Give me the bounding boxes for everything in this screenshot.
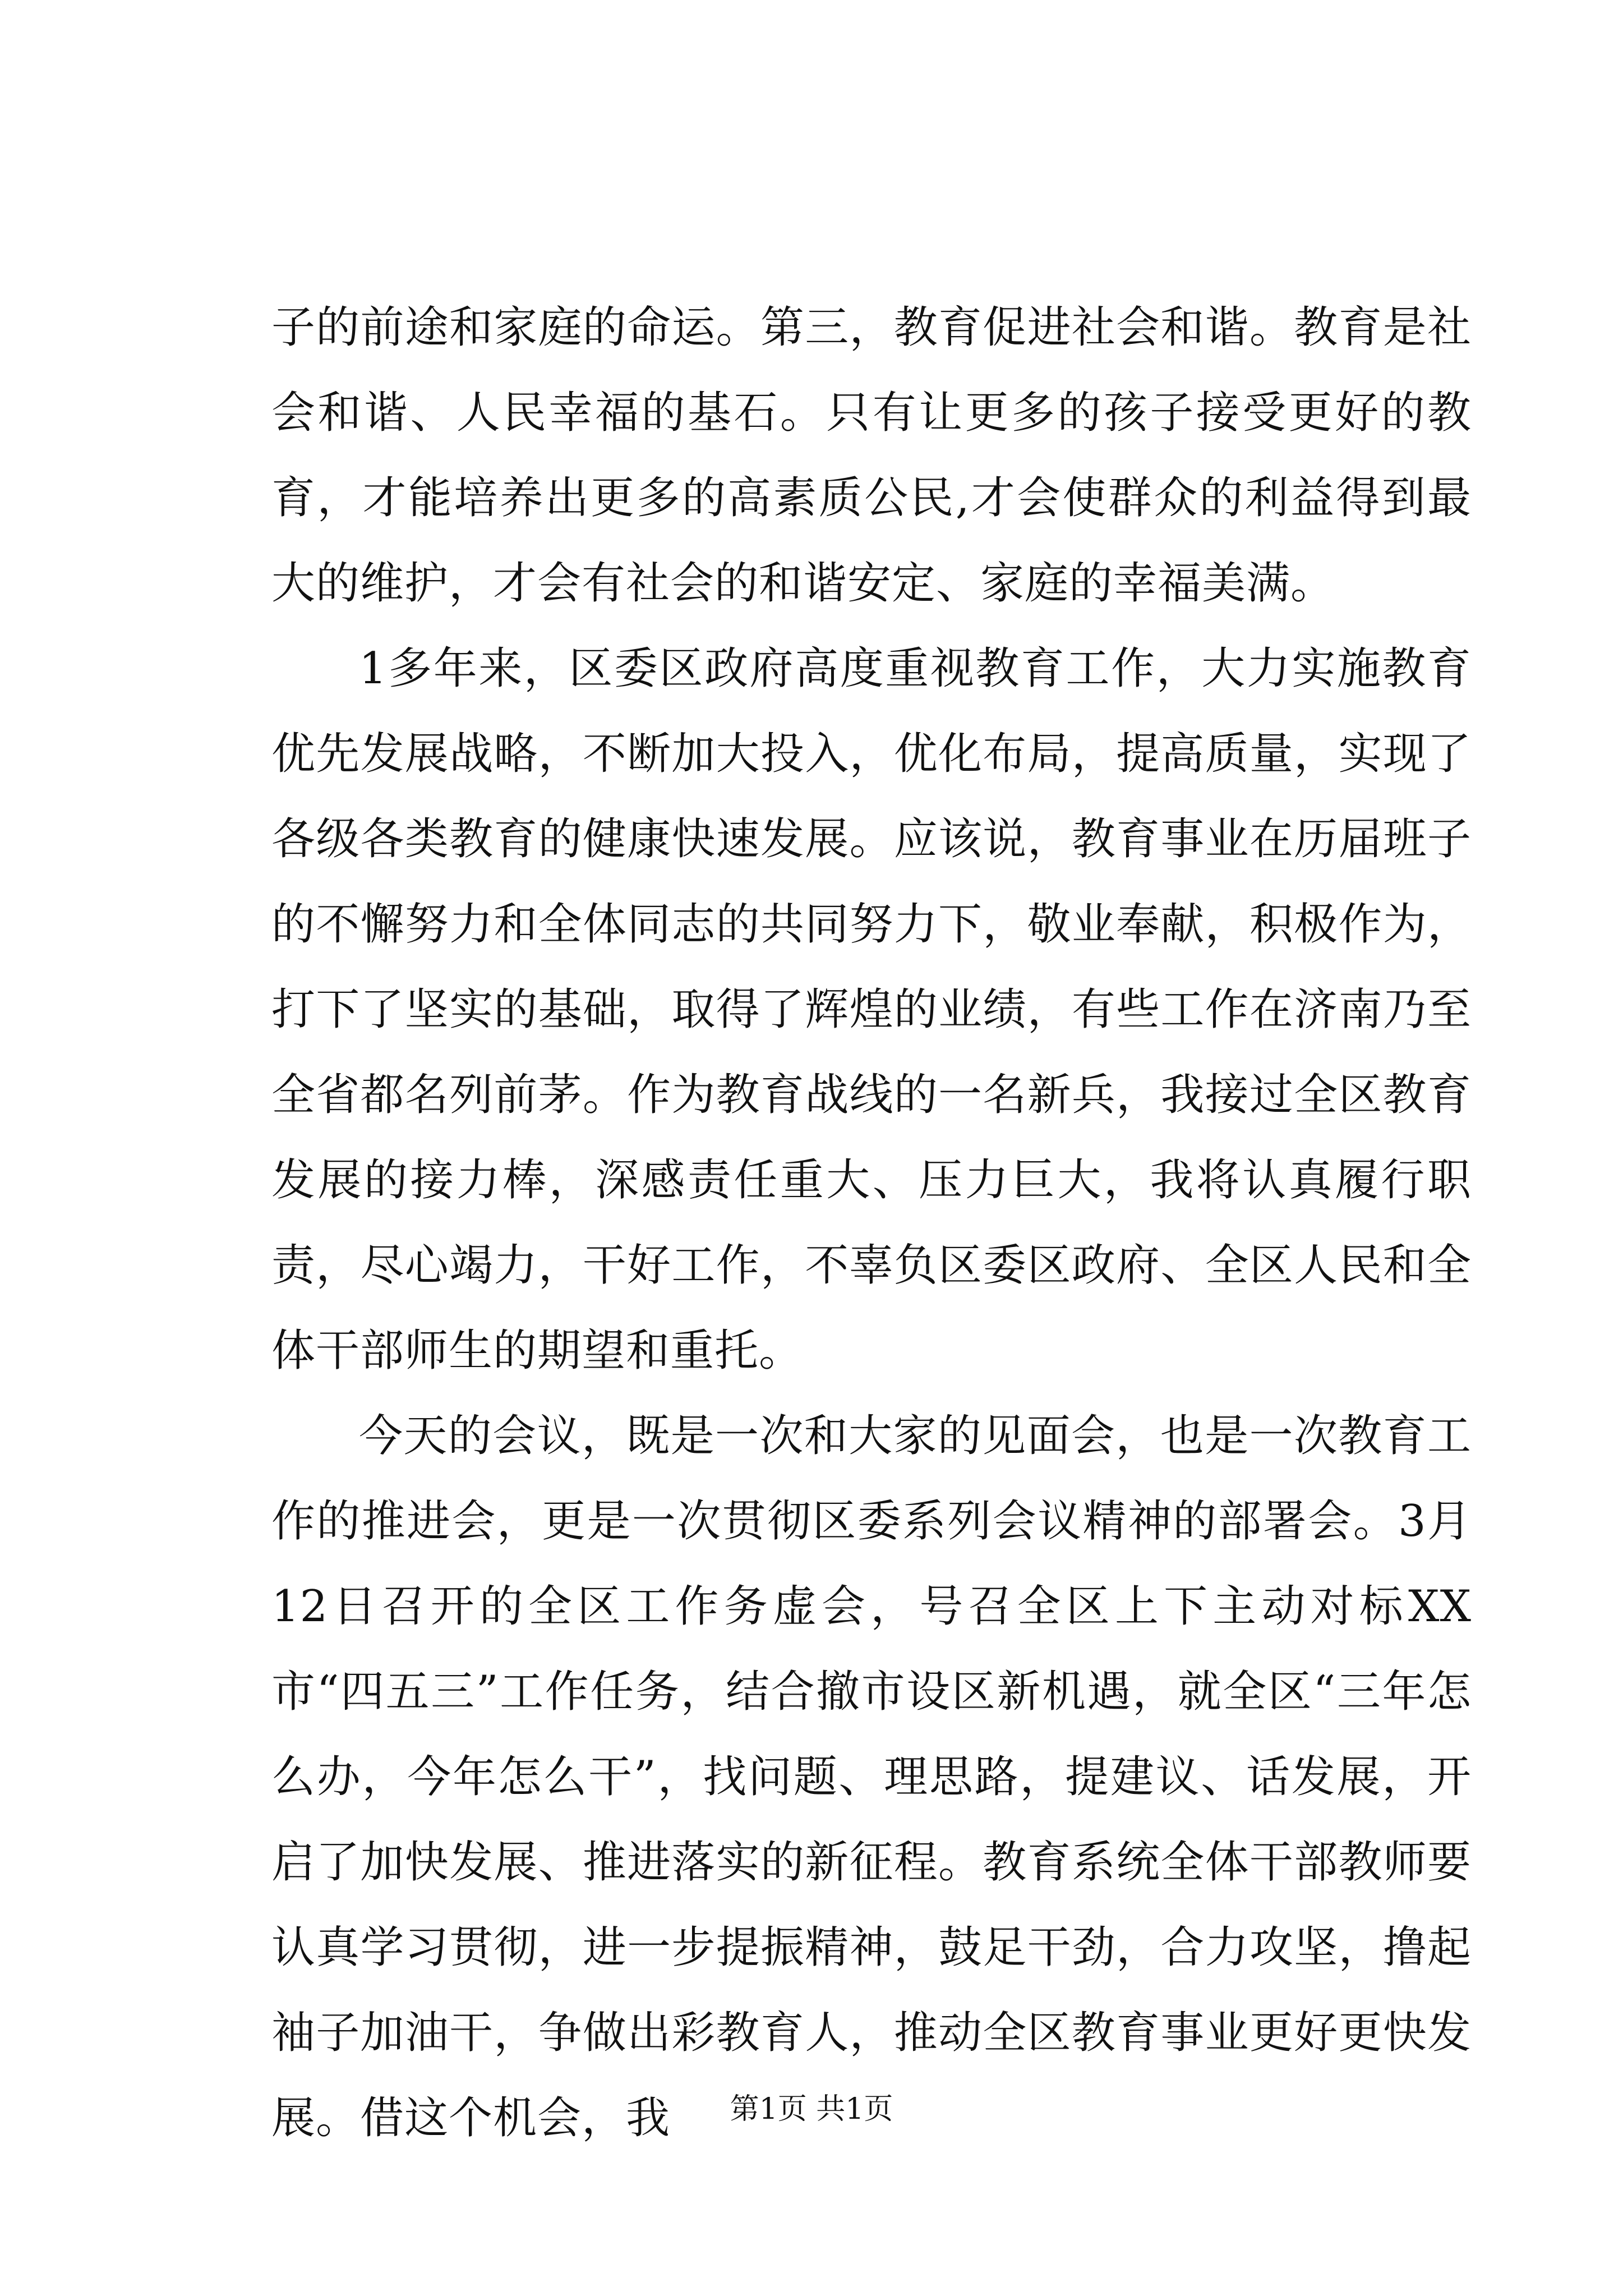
paragraph-3: 今天的会议，既是一次和大家的见面会，也是一次教育工作的推进会，更是一次贯彻区委系列会议精神的部署会。3月12日召开的全区工作务虚会，号召全区上下主动对标XX市“四五三”工作任务，结合撤市设区新机遇，就全区“三年怎么办，今年怎么干”，找问题、理思路，提建议、话发展，开启了加快发展、推进落实的新征程。教育系统全体干部教师要认真学习贯彻，进一步提振精神，鼓足干劲，合力攻坚，撸起袖子加油干，争做出彩教育人，推动全区教育事业更好更快发展。借这个机会，我 [271,1411,1472,2143]
paragraph-2: 1多年来，区委区政府高度重视教育工作，大力实施教育优先发展战略，不断加大投入，优化布局，提高质量，实现了各级各类教育的健康快速发展。应该说，教育事业在历届班子的不懈努力和全体同志的共同努力下，敬业奉献，积极作为，打下了坚实的基础，取得了辉煌的业绩，有些工作在济南乃至全省都名列前茅。作为教育战线的一名新兵，我接过全区教育发展的接力棒，深感责任重大、压力巨大，我将认真履行职责，尽心竭力，干好工作，不辜负区委区政府、全区人民和全体干部师生的期望和重托。 [271,643,1472,1376]
page-number-footer: 第1页 共1页 [730,2092,893,2126]
document-body [271,285,1472,2161]
paragraph-1: 子的前途和家庭的命运。第三，教育促进社会和谐。教育是社会和谐、人民幸福的基石。只有让更多的孩子接受更好的教育，才能培养出更多的高素质公民,才会使群众的利益得到最大的维护，才会有社会的和谐安定、家庭的幸福美满。 [271,302,1472,609]
